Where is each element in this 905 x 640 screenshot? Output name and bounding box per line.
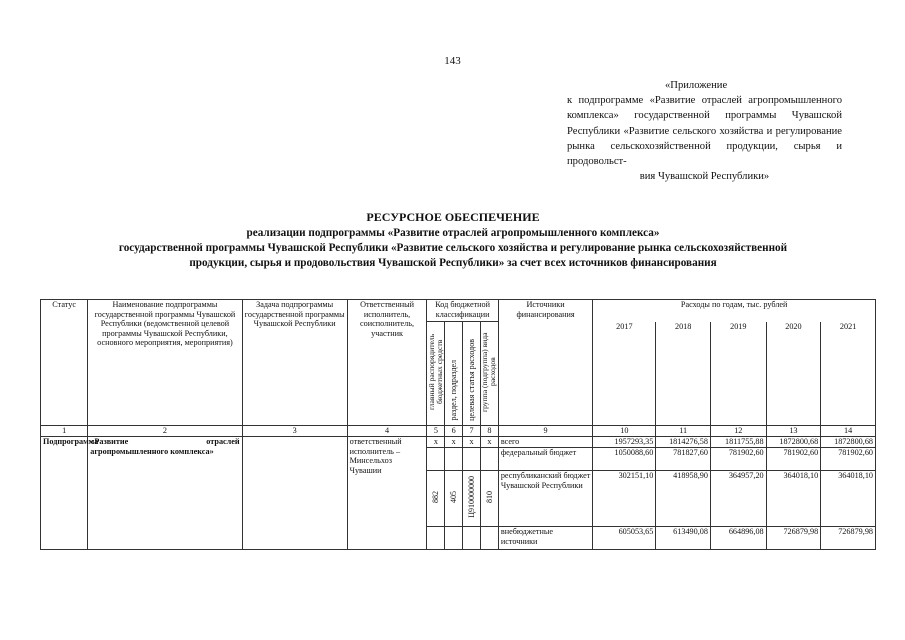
source-label: федеральный бюджет bbox=[498, 448, 593, 471]
appendix-heading: «Приложение bbox=[665, 80, 728, 91]
value-cell: 418958,90 bbox=[656, 471, 711, 527]
header-sources: Источники финансирования bbox=[498, 300, 593, 426]
value-cell: 1872800,68 bbox=[766, 437, 821, 448]
title-line-2: реализации подпрограммы «Развитие отраслей агропромышленного комплекса» bbox=[246, 227, 660, 239]
code-mark: x bbox=[445, 437, 463, 448]
header-task: Задача подпрограммы государственной программы Чувашской Республики bbox=[242, 300, 347, 426]
code-section-value: 405 bbox=[445, 471, 463, 527]
header-year-2021: 2021 bbox=[821, 322, 876, 426]
appendix-body: к подпрограмме «Развитие отраслей агропромышленного комплекса» государственной программы Чувашской Республики «Развитие сельского хозяйства и регулирование рынка сельскохозяйственной продукции, сырья и продовольст- bbox=[567, 95, 842, 168]
value-cell: 664896,08 bbox=[710, 527, 766, 550]
column-number: 8 bbox=[480, 426, 498, 437]
title-line-3: государственной программы Чувашской Республики «Развитие сельского хозяйства и регулирование рынка сельскохозяйственной bbox=[118, 242, 788, 254]
value-cell: 364957,20 bbox=[710, 471, 766, 527]
source-label: внебюджетные источники bbox=[498, 527, 593, 550]
header-name: Наименование подпрограммы государственной программы Чувашской Республики (ведомственной целевой программы Чувашской Республики, основного мероприятия, мероприятия) bbox=[88, 300, 242, 426]
code-empty bbox=[427, 448, 445, 471]
value-cell: 1957293,35 bbox=[593, 437, 656, 448]
value-cell: 781902,60 bbox=[710, 448, 766, 471]
value-cell: 1050088,60 bbox=[593, 448, 656, 471]
value-cell: 726879,98 bbox=[821, 527, 876, 550]
column-numbers-row bbox=[41, 426, 876, 437]
value-cell: 781902,60 bbox=[766, 448, 821, 471]
value-cell: 613490,08 bbox=[656, 527, 711, 550]
column-number: 10 bbox=[593, 426, 656, 437]
header-code-target: целевая статья расходов bbox=[463, 322, 481, 426]
code-target-value: Ц910000000 bbox=[463, 471, 481, 527]
appendix-last-line: вия Чувашской Республики» bbox=[639, 171, 770, 183]
appendix-note bbox=[567, 78, 842, 184]
code-empty bbox=[463, 448, 481, 471]
column-number: 3 bbox=[242, 426, 347, 437]
value-cell: 364018,10 bbox=[766, 471, 821, 527]
column-number: 11 bbox=[656, 426, 711, 437]
column-number: 12 bbox=[710, 426, 766, 437]
column-number: 1 bbox=[41, 426, 88, 437]
row-status: Подпрограмма bbox=[41, 437, 88, 550]
code-group-value: 810 bbox=[480, 471, 498, 527]
code-empty bbox=[480, 448, 498, 471]
table-row bbox=[41, 437, 876, 448]
header-code-group: группа (подгруппа) вида расходов bbox=[480, 322, 498, 426]
title-line-4: продукции, сырья и продовольствия Чувашской Республики» за счет всех источников финансирования bbox=[189, 257, 717, 269]
code-empty bbox=[445, 448, 463, 471]
title-main: РЕСУРСНОЕ ОБЕСПЕЧЕНИЕ bbox=[366, 210, 540, 224]
header-code-grbs: главный распорядитель бюджетных средств bbox=[427, 322, 445, 426]
header-year-2017: 2017 bbox=[593, 322, 656, 426]
value-cell: 781902,60 bbox=[821, 448, 876, 471]
value-cell: 1872800,68 bbox=[821, 437, 876, 448]
column-number: 9 bbox=[498, 426, 593, 437]
code-mark: x bbox=[480, 437, 498, 448]
code-empty bbox=[480, 527, 498, 550]
column-number: 2 bbox=[88, 426, 242, 437]
value-cell: 605053,65 bbox=[593, 527, 656, 550]
column-number: 5 bbox=[427, 426, 445, 437]
header-executor: Ответственный исполнитель, соисполнитель, участник bbox=[347, 300, 427, 426]
code-mark: x bbox=[463, 437, 481, 448]
header-year-2018: 2018 bbox=[656, 322, 711, 426]
source-label: всего bbox=[498, 437, 593, 448]
code-empty bbox=[463, 527, 481, 550]
page-number: 143 bbox=[444, 55, 461, 67]
resource-table bbox=[40, 299, 876, 550]
code-mark: x bbox=[427, 437, 445, 448]
column-number: 6 bbox=[445, 426, 463, 437]
value-cell: 302151,10 bbox=[593, 471, 656, 527]
document-title bbox=[40, 210, 866, 271]
code-empty bbox=[427, 527, 445, 550]
value-cell: 364018,10 bbox=[821, 471, 876, 527]
column-number: 7 bbox=[463, 426, 481, 437]
header-code-section: раздел, подраздел bbox=[445, 322, 463, 426]
column-number: 4 bbox=[347, 426, 427, 437]
value-cell: 1811755,88 bbox=[710, 437, 766, 448]
header-status: Статус bbox=[41, 300, 88, 426]
column-number: 13 bbox=[766, 426, 821, 437]
header-year-2020: 2020 bbox=[766, 322, 821, 426]
code-empty bbox=[445, 527, 463, 550]
row-name: «Развитие отраслей агропромышленного комплекса» bbox=[88, 437, 242, 550]
code-grbs-value: 882 bbox=[427, 471, 445, 527]
value-cell: 726879,98 bbox=[766, 527, 821, 550]
value-cell: 1814276,58 bbox=[656, 437, 711, 448]
column-number: 14 bbox=[821, 426, 876, 437]
header-expenses: Расходы по годам, тыс. рублей bbox=[593, 300, 876, 322]
header-year-2019: 2019 bbox=[710, 322, 766, 426]
header-budget-code: Код бюджетной классификации bbox=[427, 300, 498, 322]
row-task bbox=[242, 437, 347, 550]
row-executor: ответственный исполнитель – Минсельхоз Чувашии bbox=[347, 437, 427, 550]
source-label: республиканский бюджет Чувашской Республики bbox=[498, 471, 593, 527]
value-cell: 781827,60 bbox=[656, 448, 711, 471]
